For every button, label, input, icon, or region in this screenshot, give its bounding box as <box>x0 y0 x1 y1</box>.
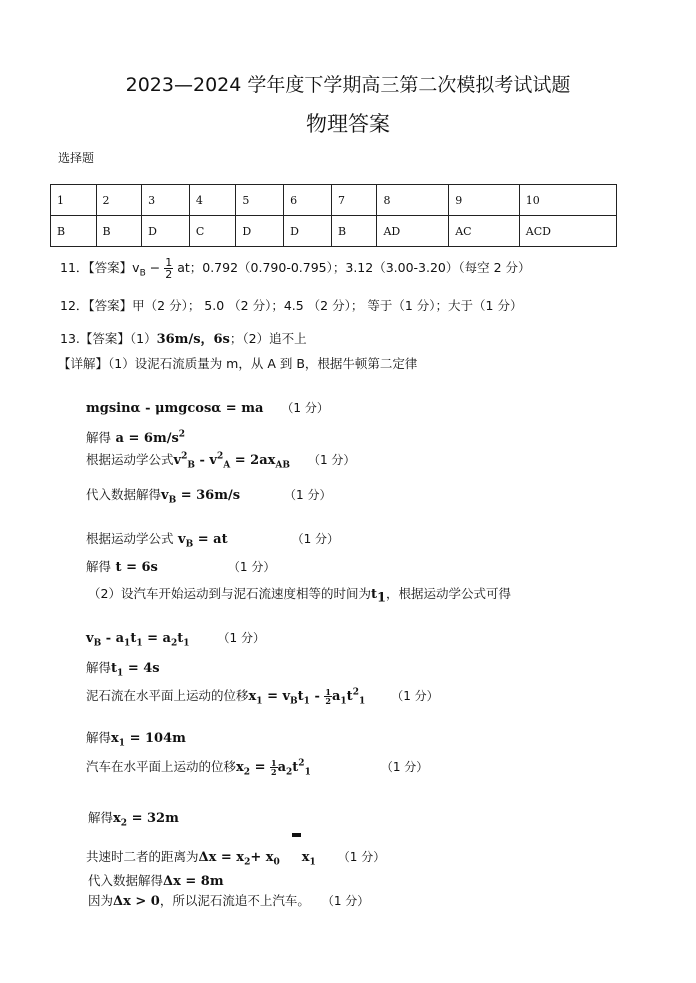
eq7-sub2: 1 <box>124 638 131 649</box>
eq13-sub3: 1 <box>309 857 316 868</box>
eq9-x: x <box>248 689 257 704</box>
q11-frac-den: 2 <box>165 268 173 281</box>
part2-prefix: （2）设汽车开始运动到与泥石流速度相等的时间为 <box>88 586 371 601</box>
eq10-x: x <box>111 731 119 746</box>
equation-14 <box>88 871 224 889</box>
eq7-sub4: 2 <box>170 638 178 649</box>
q11-v: v <box>132 260 140 275</box>
eq7-t: t <box>130 631 137 646</box>
eq15-suffix: ，所以泥石流追不上汽车。 <box>159 893 310 908</box>
eq15-note: （1 分） <box>327 894 370 908</box>
table-cell: 4 <box>189 185 236 216</box>
eq9-a: a <box>331 689 341 704</box>
page-subtitle: 物理答案 <box>306 112 390 136</box>
answer-line-11 <box>60 257 531 280</box>
equation-8 <box>86 658 160 679</box>
eq5-prefix: 根据运动学公式 <box>86 531 174 546</box>
eq3-b-sub: A <box>223 460 231 471</box>
part2-t-sub: 1 <box>376 590 387 606</box>
eq10-end: = 104m <box>125 731 186 746</box>
eq9-sub5: 1 <box>358 696 366 707</box>
answer-line-13 <box>60 328 307 347</box>
eq12-end: = 32m <box>127 811 179 826</box>
eq9-sub3: 1 <box>303 696 310 707</box>
eq15-prefix: 因为 <box>88 893 114 908</box>
eq3-a: v <box>173 453 182 468</box>
eq11-sub: 2 <box>243 767 251 778</box>
q11-rest: ；0.792（0.790-0.795）；3.12（3.00-3.20）（每空 2 分） <box>189 260 531 275</box>
eq11-a: a <box>277 760 287 775</box>
eq11-sup: 2 <box>298 758 305 769</box>
table-cell: D <box>236 216 284 247</box>
eq8-end: = 4s <box>123 661 160 676</box>
equation-6 <box>86 557 275 575</box>
part2-suffix: ，根据运动学公式可得 <box>386 586 512 601</box>
eq9-note: （1 分） <box>391 689 439 703</box>
eq11-note: （1 分） <box>380 760 429 774</box>
answer-table <box>50 184 617 247</box>
table-cell: 8 <box>377 185 449 216</box>
eq9-sub: 1 <box>256 696 263 707</box>
table-row-numbers <box>51 185 617 216</box>
eq9-sub4: 1 <box>340 696 347 707</box>
eq11-eq: = <box>250 760 270 775</box>
equation-11 <box>86 757 428 778</box>
eq13-mid: + x <box>250 850 274 865</box>
equation-9 <box>86 686 439 707</box>
eq14-prefix: 代入数据解得 <box>88 873 164 888</box>
eq4-end: = 36m/s <box>176 488 241 503</box>
part2-t: t <box>370 587 377 602</box>
equation-1 <box>86 399 329 416</box>
table-cell: 1 <box>51 185 97 216</box>
eq7-t2: t <box>177 631 184 646</box>
eq8-sub: 1 <box>117 668 124 679</box>
eq4-sub: B <box>168 495 177 506</box>
eq9-frac-num: 1 <box>325 687 331 697</box>
eq5-sub: B <box>185 539 194 550</box>
eq9-fraction <box>324 688 332 705</box>
eq3-end: = 2ax <box>230 453 276 468</box>
equation-10 <box>86 728 186 749</box>
eq6-note: （1 分） <box>227 560 276 574</box>
table-row-answers <box>51 216 617 247</box>
table-cell: AC <box>449 216 520 247</box>
q13-bold: 36m/s，6s <box>156 332 230 347</box>
q11-minus: − <box>149 260 161 275</box>
table-cell: ACD <box>519 216 616 247</box>
q11-prefix: 11．【答案】 <box>60 260 133 275</box>
equation-3 <box>86 450 355 471</box>
table-cell: D <box>142 216 190 247</box>
eq7-mid: - a <box>101 631 125 646</box>
eq9-t: t <box>297 689 304 704</box>
eq9-t2: t <box>346 689 353 704</box>
eq7-v: v <box>86 631 94 646</box>
eq13-text: Δx = x <box>198 850 245 865</box>
eq15-text: Δx > 0 <box>113 894 160 909</box>
eq7-sub5: 1 <box>183 638 190 649</box>
table-cell: B <box>51 216 97 247</box>
eq11-t: t <box>292 760 299 775</box>
eq3-end-sub: AB <box>275 460 290 471</box>
eq3-prefix: 根据运动学公式 <box>86 452 174 467</box>
eq9-prefix: 泥石流在水平面上运动的位移 <box>86 688 249 703</box>
equation-15 <box>88 891 369 909</box>
eq5-note: （1 分） <box>291 532 340 546</box>
eq10-sub: 1 <box>118 738 126 749</box>
eq9-eq: = v <box>262 689 291 704</box>
eq8-t: t <box>111 661 118 676</box>
eq4-note: （1 分） <box>284 488 332 502</box>
equation-5 <box>86 529 339 550</box>
table-cell: 7 <box>331 185 377 216</box>
eq7-note: （1 分） <box>217 631 265 645</box>
eq9-sub2: B <box>290 696 298 707</box>
table-cell: 10 <box>519 185 616 216</box>
eq3-a-sub: B <box>187 460 195 471</box>
eq11-prefix: 汽车在水平面上运动的位移 <box>86 759 237 774</box>
table-cell: C <box>189 216 236 247</box>
eq9-sup: 2 <box>352 687 359 698</box>
page-title: 2023—2024 学年度下学期高三第二次模拟考试试题 <box>125 74 571 96</box>
table-cell: 9 <box>449 185 520 216</box>
eq11-fraction <box>270 759 278 776</box>
eq12-prefix: 解得 <box>88 810 114 825</box>
eq3-note: （1 分） <box>307 453 356 467</box>
eq7-sub: B <box>93 638 102 649</box>
q13-prefix: 13.【答案】（1） <box>60 331 157 346</box>
eq11-frac-num: 1 <box>271 758 277 768</box>
eq12-x: x <box>113 811 121 826</box>
eq9-minus: - <box>309 689 325 704</box>
eq3-b-sup: 2 <box>216 451 224 462</box>
part-2-line <box>88 584 511 606</box>
answer-line-12: 12．【答案】甲（2 分）； 5.0 （2 分）；4.5 （2 分）； 等于（1 分）；大于（1 分） <box>60 298 523 313</box>
table-cell: 3 <box>142 185 190 216</box>
table-cell: AD <box>377 216 449 247</box>
equation-2 <box>86 428 185 446</box>
eq13-sub2: 0 <box>273 857 280 868</box>
eq2-prefix: 解得 <box>86 430 112 445</box>
eq14-text: Δx = 8m <box>163 874 224 889</box>
table-cell: B <box>96 216 142 247</box>
q11-frac-num: 1 <box>165 256 173 269</box>
minus-mark <box>292 833 301 837</box>
equation-7 <box>86 629 265 649</box>
eq4-prefix: 代入数据解得 <box>86 487 162 502</box>
eq5-v: v <box>178 532 186 547</box>
eq11-sub2: 2 <box>286 767 293 778</box>
eq9-frac-den: 2 <box>325 696 331 706</box>
eq11-frac-den: 2 <box>271 767 277 777</box>
table-cell: 2 <box>96 185 142 216</box>
eq11-sub3: 1 <box>304 767 311 778</box>
table-cell: B <box>331 216 377 247</box>
eq1-note: （1 分） <box>281 401 329 415</box>
eq2-sup: 2 <box>178 429 186 440</box>
q11-fraction <box>164 257 173 280</box>
eq6-prefix: 解得 <box>86 559 112 574</box>
section-label: 选择题 <box>58 151 95 165</box>
eq7-sub3: 1 <box>136 638 143 649</box>
equation-12 <box>88 808 179 829</box>
q11-at: at <box>177 260 190 275</box>
eq13-prefix: 共速时二者的距离为 <box>86 849 199 864</box>
table-cell: D <box>284 216 332 247</box>
eq3-a-sup: 2 <box>181 451 188 462</box>
eq13-note: （1 分） <box>337 850 386 864</box>
q11-sub: B <box>139 268 146 279</box>
table-cell: 5 <box>236 185 284 216</box>
eq2-text: a = 6m/s <box>115 431 179 446</box>
equation-4 <box>86 485 332 506</box>
eq12-sub: 2 <box>120 818 128 829</box>
eq13-x1: x <box>301 850 310 865</box>
detail-line: 【详解】（1）设泥石流质量为 m，从 A 到 B，根据牛顿第二定律 <box>58 356 418 371</box>
eq13-sub: 2 <box>244 857 251 868</box>
table-cell: 6 <box>284 185 332 216</box>
eq7-eq: = a <box>142 631 171 646</box>
eq8-prefix: 解得 <box>86 660 112 675</box>
eq10-prefix: 解得 <box>86 730 112 745</box>
eq3-mid: - v <box>194 453 217 468</box>
eq4-v: v <box>161 488 169 503</box>
eq1-text: mgsinα - μmgcosα = ma <box>86 401 264 416</box>
q13-suffix: ；（2）追不上 <box>229 331 307 346</box>
eq5-end: = at <box>193 532 228 547</box>
eq11-x: x <box>236 760 244 775</box>
equation-13 <box>86 847 385 868</box>
eq6-text: t = 6s <box>115 560 158 575</box>
